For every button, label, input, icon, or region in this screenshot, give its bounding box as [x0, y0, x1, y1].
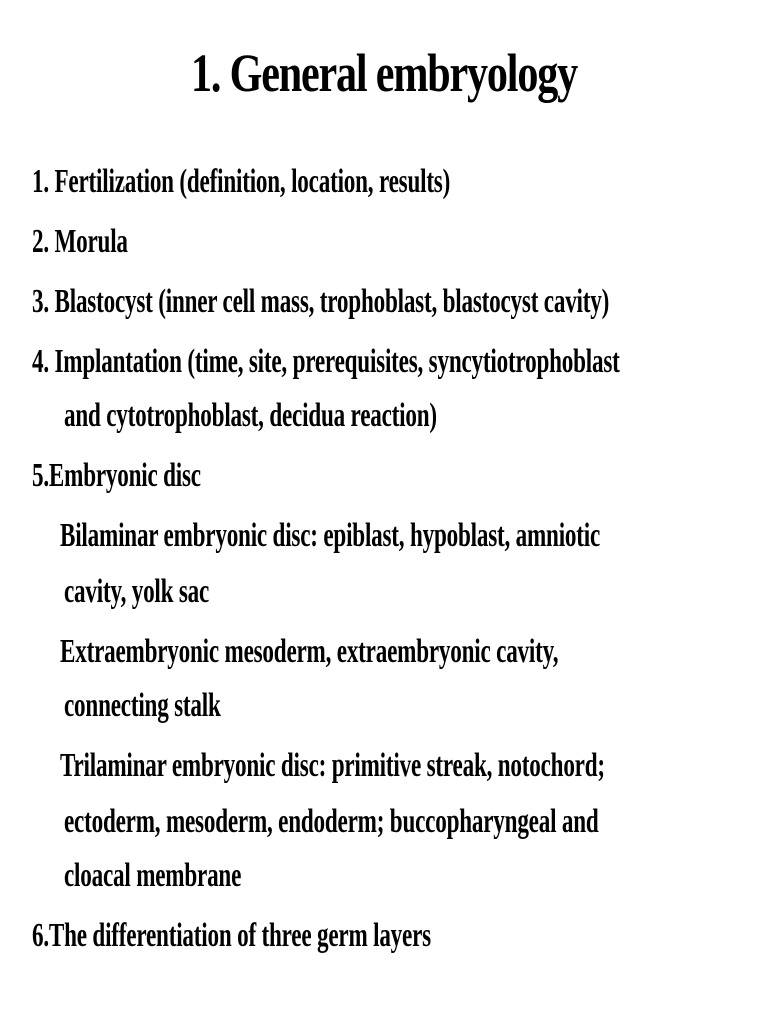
- item-embryonic-disc: 5.Embryonic disc: [32, 457, 201, 494]
- item-fertilization: 1. Fertilization (definition, location, results): [32, 163, 451, 200]
- subitem-extraembryonic: Extraembryonic mesoderm, extraembryonic cavity,: [60, 633, 559, 670]
- slide-title: 1. General embryology: [190, 43, 578, 103]
- subitem-bilaminar: Bilaminar embryonic disc: epiblast, hypoblast, amniotic: [60, 517, 601, 554]
- subitem-bilaminar-cont: cavity, yolk sac: [64, 573, 210, 610]
- subitem-trilaminar: Trilaminar embryonic disc: primitive streak, notochord;: [60, 747, 605, 784]
- item-germ-layers: 6.The differentiation of three germ layers: [32, 917, 431, 954]
- item-implantation-cont: and cytotrophoblast, decidua reaction): [64, 397, 437, 434]
- subitem-trilaminar-cont-1: ectoderm, mesoderm, endoderm; buccopharyngeal and: [64, 803, 599, 840]
- subitem-trilaminar-cont-2: cloacal membrane: [64, 857, 242, 894]
- item-implantation: 4. Implantation (time, site, prerequisites, syncytiotrophoblast: [32, 343, 620, 380]
- subitem-extraembryonic-cont: connecting stalk: [64, 687, 221, 724]
- item-morula: 2. Morula: [32, 223, 128, 260]
- item-blastocyst: 3. Blastocyst (inner cell mass, trophoblast, blastocyst cavity): [32, 283, 610, 320]
